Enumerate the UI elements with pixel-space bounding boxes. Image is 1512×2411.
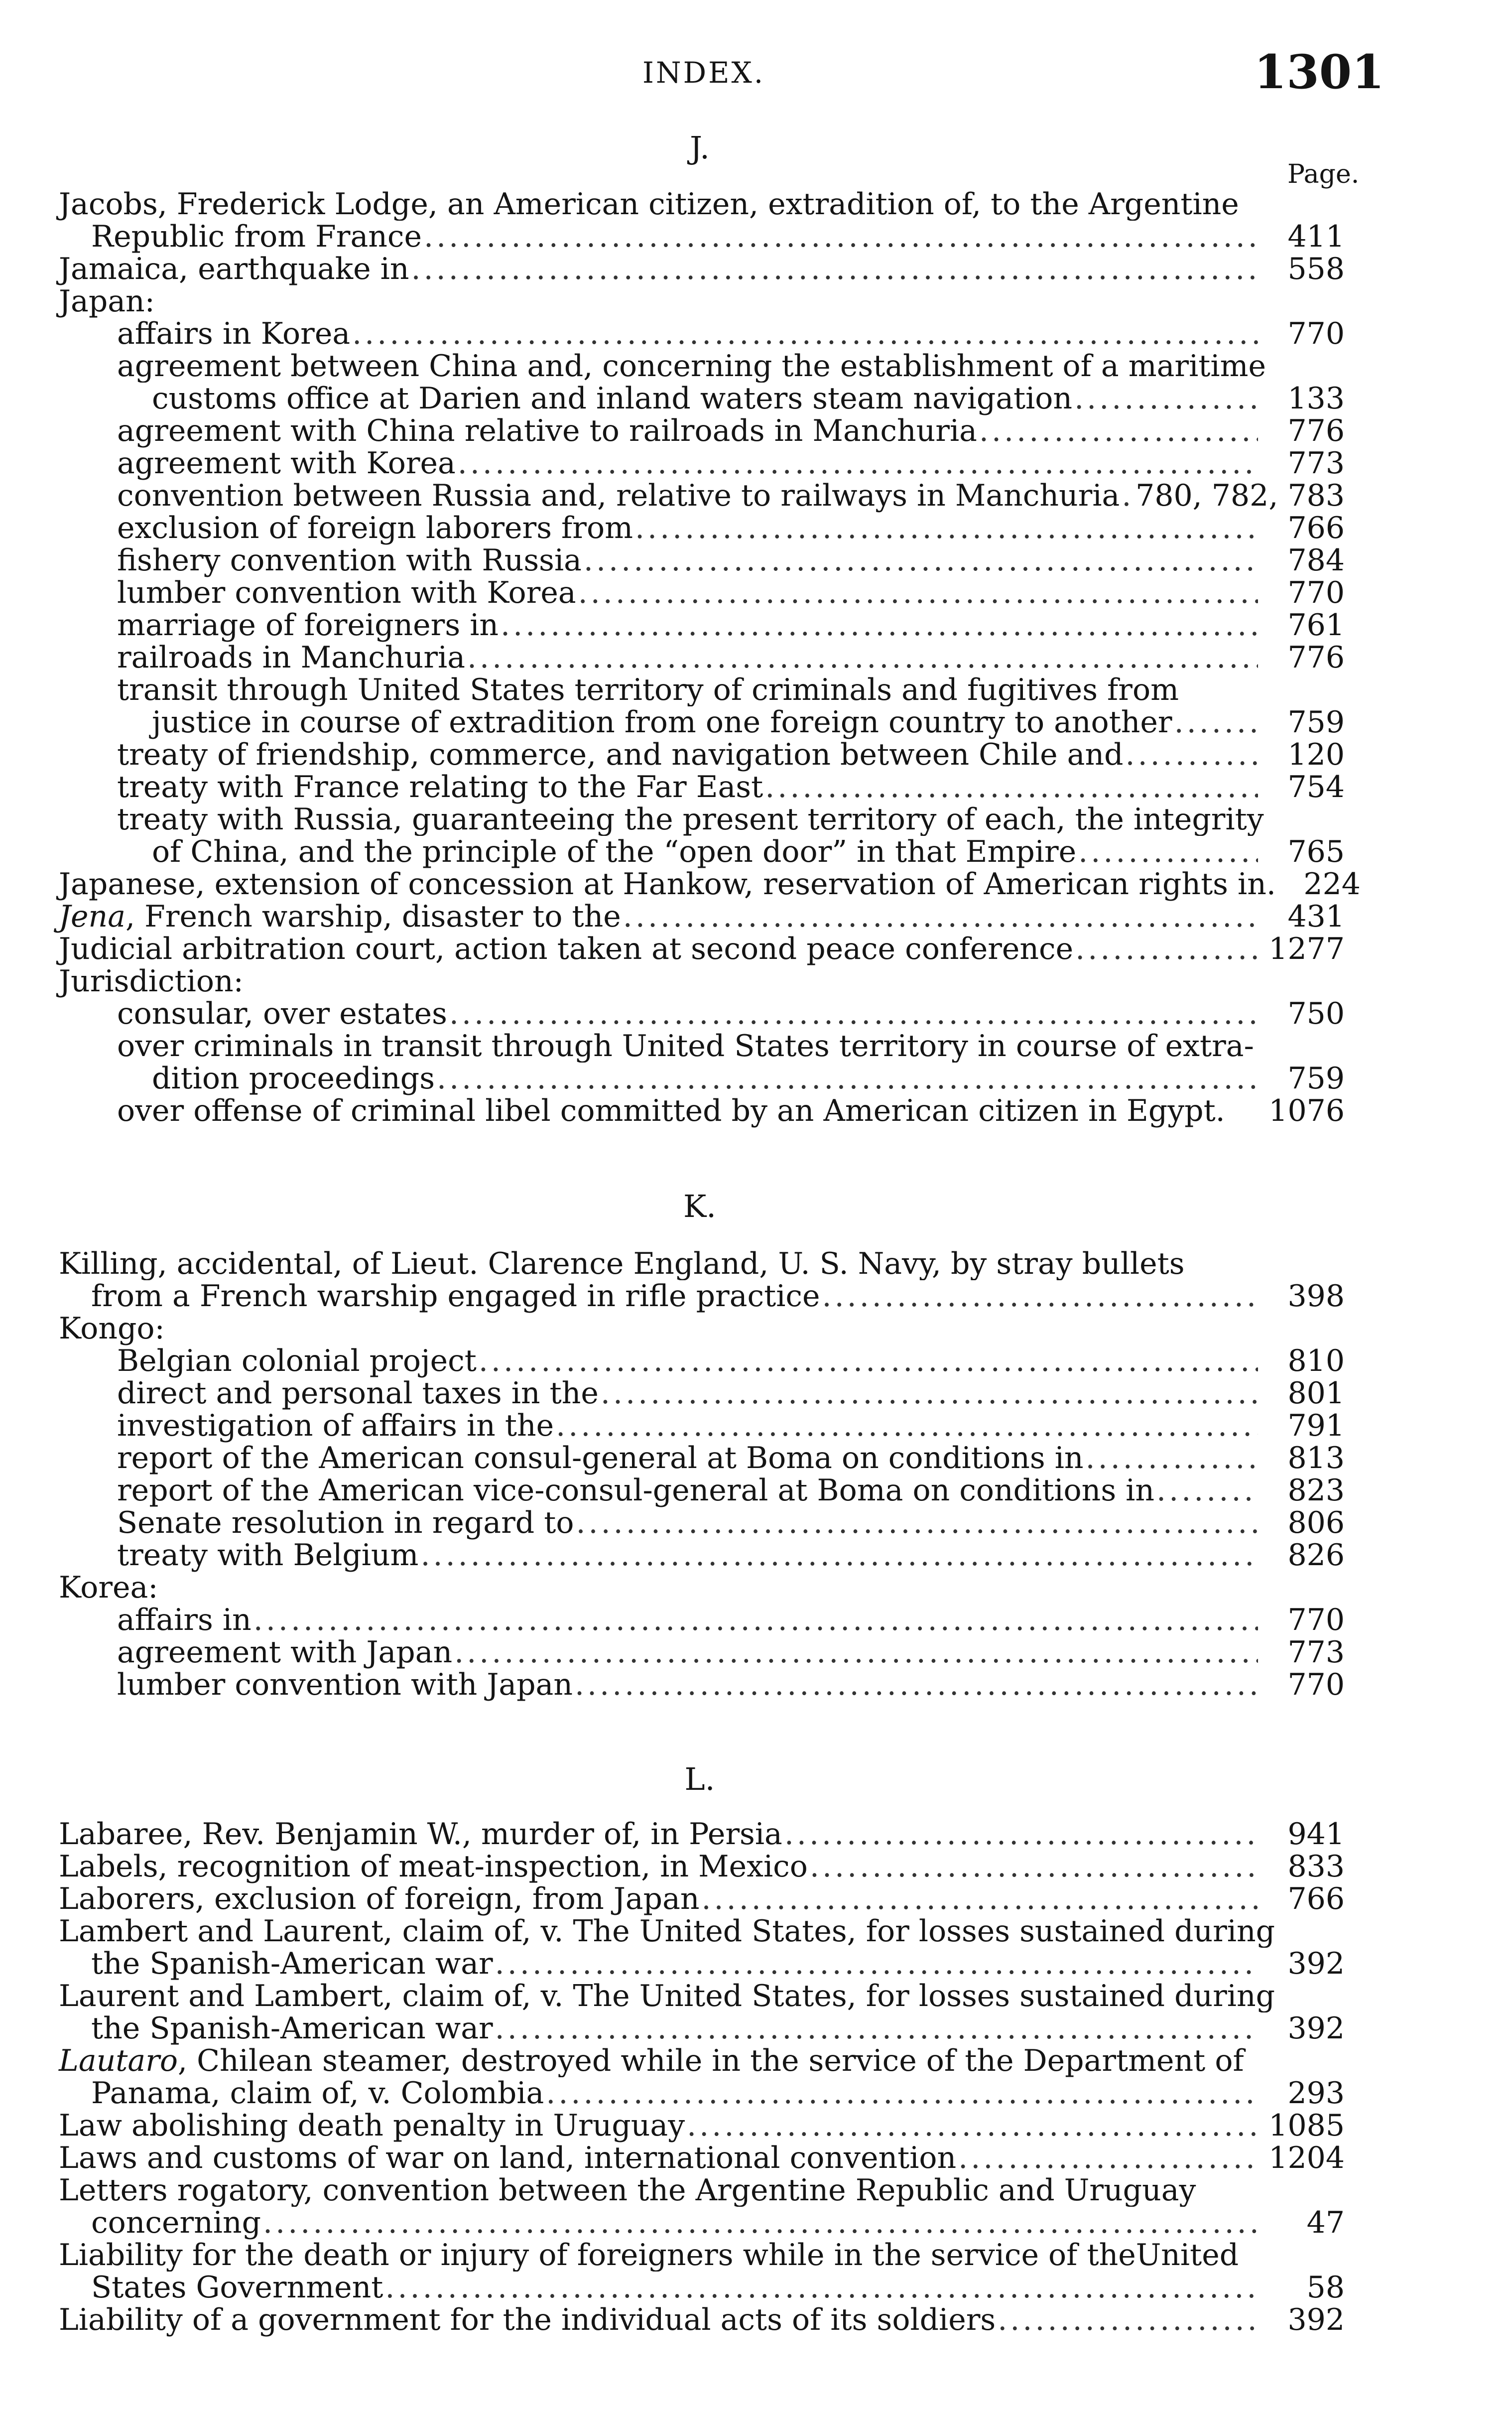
index-entry: Panama, claim of, v. Colombia ..... 293 (0, 2077, 1345, 2110)
page-ref: 941 (1287, 1817, 1345, 1852)
index-subentry: treaty of friendship, commerce, and navigation between Chile and ..... 120 (0, 739, 1345, 771)
running-head: INDEX. (642, 56, 765, 90)
index-subentry: customs office at Darien and inland waters steam navigation ..... 133 (0, 383, 1345, 415)
index-heading: Jurisdiction: (59, 964, 244, 999)
entry-line: agreement between China and, concerning the establishment of a maritime (117, 350, 1266, 383)
index-entry: Laborers, exclusion of foreign, from Japan ..... 766 (0, 1883, 1345, 1915)
entry-line: transit through United States territory of criminals and fugitives from (117, 674, 1179, 706)
page-ref: 833 (1287, 1849, 1345, 1884)
index-subentry: railroads in Manchuria ..... 776 (0, 642, 1345, 674)
index-subentry: treaty with Belgium ..... 826 (0, 1539, 1345, 1572)
index-subentry: affairs in ..... 770 (0, 1604, 1345, 1636)
index-subentry: consular, over estates ..... 750 (0, 998, 1345, 1030)
index-subentry: over offense of criminal libel committed by an American citizen in Egypt. 1076 (117, 1093, 1345, 1128)
page-ref: 776 (1287, 413, 1345, 448)
page-ref: 759 (1287, 1061, 1345, 1096)
index-subentry: convention between Russia and, relative to railways in Manchuria ..... 780, 782, 783 (0, 480, 1345, 512)
index-subentry: investigation of affairs in the ..... 791 (0, 1410, 1345, 1442)
index-entry: the Spanish-American war ..... 392 (0, 1948, 1345, 1980)
index-subentry: lumber convention with Japan ..... 770 (0, 1669, 1345, 1701)
page-column-label: Page. (1287, 159, 1360, 189)
page-ref: 750 (1287, 996, 1345, 1031)
page-ref: 392 (1287, 2011, 1345, 2046)
page-ref: 823 (1287, 1473, 1345, 1508)
index-entry: Jamaica, earthquake in ..... 558 (0, 253, 1345, 285)
page-ref: 766 (1287, 511, 1345, 545)
page-ref: 1204 (1268, 2141, 1345, 2175)
index-heading: Kongo: (59, 1311, 165, 1346)
page-ref: 776 (1287, 640, 1345, 675)
index-entry: from a French warship engaged in rifle practice ..... 398 (0, 1280, 1345, 1313)
index-entry: Japanese, extension of concession at Hankow, reservation of American rights in. 224 (59, 867, 1361, 902)
index-entry: Law abolishing death penalty in Uruguay ..... 1085 (0, 2110, 1345, 2142)
index-subentry: justice in course of extradition from one foreign country to another ..... 759 (0, 706, 1345, 739)
page-ref: 806 (1287, 1505, 1345, 1540)
page-ref: 826 (1287, 1538, 1345, 1573)
index-entry: concerning ..... 47 (0, 2207, 1345, 2239)
index-subentry: Belgian colonial project ..... 810 (0, 1345, 1345, 1377)
page-ref: 558 (1287, 252, 1345, 286)
index-entry: States Government ..... 58 (0, 2272, 1345, 2304)
page-ref: 1076 (1268, 1093, 1345, 1128)
index-entry: Laws and customs of war on land, international convention ..... 1204 (0, 2142, 1345, 2174)
entry-line: treaty with Russia, guaranteeing the present territory of each, the integrity (117, 804, 1264, 836)
entry-list (0, 1818, 1512, 2336)
entry-line: Liability for the death or injury of foreigners while in the service of theUnited (59, 2239, 1239, 2272)
page-ref: 813 (1287, 1441, 1345, 1475)
section-letter: L. (684, 1761, 715, 1797)
page-ref: 780, 782, 783 (1135, 478, 1345, 513)
page-ref: 293 (1287, 2076, 1345, 2111)
index-subentry: report of the American vice-consul-general at Boma on conditions in ..... 823 (0, 1474, 1345, 1507)
index-entry: the Spanish-American war ..... 392 (0, 2012, 1345, 2045)
page-ref: 773 (1287, 446, 1345, 481)
page-ref: 1085 (1268, 2108, 1345, 2143)
index-entry: Liability of a government for the individual acts of its soldiers ..... 392 (0, 2304, 1345, 2336)
page-ref: 47 (1306, 2205, 1345, 2240)
page-ref: 773 (1287, 1635, 1345, 1670)
index-entry: Labels, recognition of meat-inspection, in Mexico ..... 833 (0, 1851, 1345, 1883)
page-ref: 398 (1287, 1279, 1345, 1314)
index-subentry: agreement with China relative to railroads in Manchuria ..... 776 (0, 415, 1345, 447)
index-subentry: of China, and the principle of the “open door” in that Empire ..... 765 (0, 836, 1345, 868)
entry-line: Lautaro, Chilean steamer, destroyed while in the service of the Department of (59, 2045, 1244, 2077)
page-ref: 754 (1287, 770, 1345, 804)
entry-line: Lambert and Laurent, claim of, v. The United States, for losses sustained during (59, 1915, 1275, 1948)
index-subentry: direct and personal taxes in the ..... 801 (0, 1377, 1345, 1410)
index-heading: Japan: (59, 284, 155, 319)
page-ref: 770 (1287, 1603, 1345, 1637)
page-ref: 411 (1287, 219, 1345, 254)
index-subentry: exclusion of foreign laborers from ..... 766 (0, 512, 1345, 544)
index-entry: Judicial arbitration court, action taken at second peace conference ..... 1277 (0, 933, 1345, 965)
page-header (0, 45, 1512, 105)
page-ref: 791 (1287, 1408, 1345, 1443)
page-ref: 224 (1303, 867, 1361, 902)
page-ref: 1277 (1268, 932, 1345, 966)
entry-list (0, 1248, 1512, 1701)
index-entry: Jena, French warship, disaster to the ..... 431 (0, 901, 1345, 933)
page-ref: 784 (1287, 543, 1345, 578)
index-subentry: fishery convention with Russia ..... 784 (0, 544, 1345, 577)
page-ref: 766 (1287, 1881, 1345, 1916)
page-ref: 770 (1287, 316, 1345, 351)
index-subentry: affairs in Korea ..... 770 (0, 318, 1345, 350)
entry-line: Letters rogatory, convention between the Argentine Republic and Uruguay (59, 2174, 1196, 2207)
entry-line: Laurent and Lambert, claim of, v. The United States, for losses sustained during (59, 1980, 1275, 2012)
entry-line: Killing, accidental, of Lieut. Clarence England, U. S. Navy, by stray bullets (59, 1248, 1185, 1280)
page-ref: 392 (1287, 2302, 1345, 2337)
index-entry: Republic from France ..... 411 (0, 221, 1345, 253)
page-ref: 770 (1287, 1667, 1345, 1702)
index-subentry: agreement with Korea ..... 773 (0, 447, 1345, 480)
page-ref: 759 (1287, 705, 1345, 740)
page-ref: 58 (1306, 2270, 1345, 2305)
page-ref: 431 (1287, 899, 1345, 934)
index-heading: Korea: (59, 1570, 158, 1605)
section-letter: K. (683, 1188, 717, 1224)
page-ref: 120 (1287, 737, 1345, 772)
page-ref: 801 (1287, 1376, 1345, 1411)
page-ref: 765 (1287, 834, 1345, 869)
section-letter: J. (690, 130, 710, 166)
page-ref: 392 (1287, 1946, 1345, 1981)
index-entry: Labaree, Rev. Benjamin W., murder of, in Persia ..... 941 (0, 1818, 1345, 1851)
index-subentry: marriage of foreigners in ..... 761 (0, 609, 1345, 642)
page-ref: 761 (1287, 608, 1345, 643)
entry-list (0, 188, 1512, 1127)
page-number: 1301 (1254, 45, 1385, 100)
page-ref: 770 (1287, 575, 1345, 610)
index-subentry: Senate resolution in regard to ..... 806 (0, 1507, 1345, 1539)
index-subentry: agreement with Japan ..... 773 (0, 1636, 1345, 1669)
page-ref: 810 (1287, 1343, 1345, 1378)
entry-line: over criminals in transit through United States territory in course of extra- (117, 1030, 1254, 1063)
page-ref: 133 (1287, 381, 1345, 416)
index-subentry: dition proceedings ..... 759 (0, 1063, 1345, 1095)
index-subentry: report of the American consul-general at Boma on conditions in ..... 813 (0, 1442, 1345, 1474)
index-subentry: lumber convention with Korea ..... 770 (0, 577, 1345, 609)
entry-line: Jacobs, Frederick Lodge, an American citizen, extradition of, to the Argentine (59, 188, 1239, 221)
index-subentry: treaty with France relating to the Far East ..... 754 (0, 771, 1345, 804)
